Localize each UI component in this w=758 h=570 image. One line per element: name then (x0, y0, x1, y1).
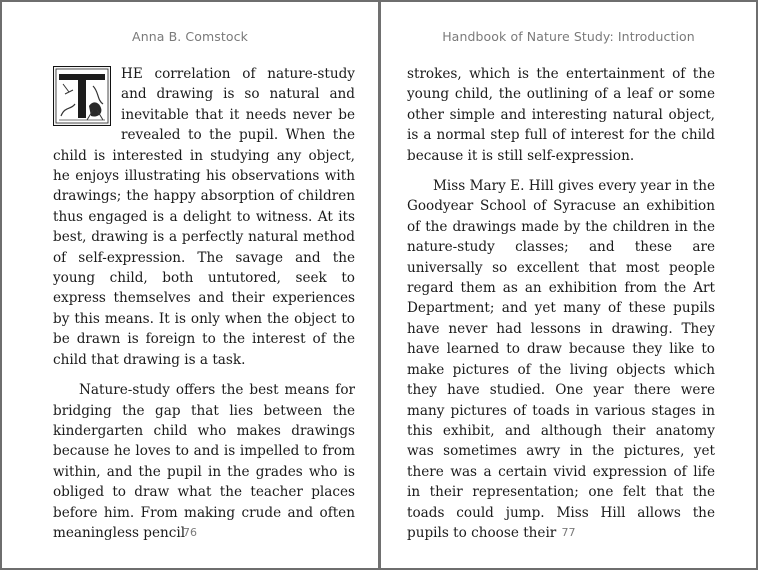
left-page[interactable] (2, 2, 378, 568)
paragraph-text: HE correlation of nature-study and drawing is so natural and inevitable that it needs never be revealed to the pupil. When the child is interested in studying any object, he enjoys illustrating his observations with drawings; the happy absorption of children thus engaged is a delight to witness. At its best, drawing is a perfectly natural method of self-expression. The savage and the young child, both untutored, seek to express themselves and their experiences by this means. It is only when the object to be drawn is foreign to the interest of the child that drawing is a task. (53, 66, 355, 368)
right-page[interactable] (381, 2, 756, 568)
paragraph: strokes, which is the entertainment of the young child, the outlining of a leaf or some other simple and interesting natural object, is a normal step full of interest for the child because it is still self-expression. (407, 66, 715, 164)
paragraph: Nature-study offers the best means for bridging the gap that lies between the kindergarten child who makes drawings because he loves to and is impelled to from within, and the pupil in the grades who is obliged to draw what the teacher places before him. From making crude and often meaningless pencil (53, 382, 355, 541)
right-page-header: Handbook of Nature Study: Introduction (442, 29, 695, 44)
left-page-header: Anna B. Comstock (132, 29, 248, 44)
paragraph: Miss Mary E. Hill gives every year in the Goodyear School of Syracuse an exhibition of the drawings made by the children in the nature-study classes; and these are universally so excellent that most people regard them as an exhibition from the Art Department; and yet many of these pupils have never had lessons in drawing. They have learned to draw because they like to make pictures of the living objects which they have studied. One year there were many pictures of toads in various stages in this exhibit, and although their anatomy was sometimes awry in the pictures, yet there was a certain vivid expression of life in their representation; one felt that the toads could jump. Miss Hill allows the pupils to choose their (407, 178, 715, 541)
paragraph (53, 64, 355, 370)
right-page-number: 77 (561, 526, 576, 539)
right-page-body (407, 64, 715, 543)
left-page-number: 76 (183, 526, 197, 539)
drop-cap-illustration (53, 66, 111, 126)
left-page-body (53, 64, 355, 543)
